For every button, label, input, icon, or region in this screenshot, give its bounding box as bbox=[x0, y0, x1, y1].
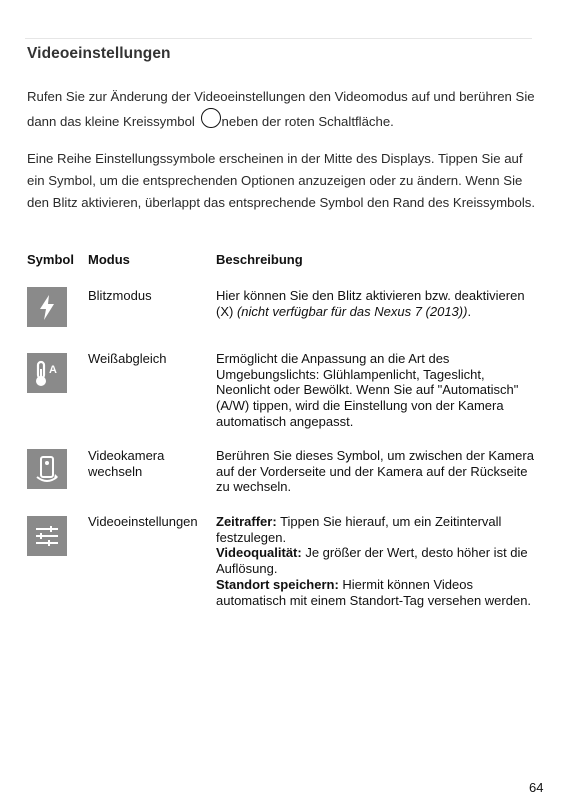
mode-label: Weißabgleich bbox=[88, 351, 167, 366]
mode-label: Videoeinstellungen bbox=[88, 514, 198, 529]
mode-label: Blitzmodus bbox=[88, 288, 152, 303]
setting-item-timelapse: Zeitraffer: Tippen Sie hierauf, um ein Zeitintervall festzulegen. bbox=[216, 514, 502, 545]
white-balance-icon bbox=[27, 353, 67, 393]
settings-paragraph: Eine Reihe Einstellungssymbole erscheinen in der Mitte des Displays. Tippen Sie auf ein Symbol, um die entsprechenden Optionen anzuzeigen oder zu ändern. Wenn Sie den Blitz aktivieren, überlappt das entsprechende Symbol den Rand des Kreissymbols. bbox=[27, 151, 536, 210]
header-description: Beschreibung bbox=[216, 252, 303, 267]
switch-camera-icon bbox=[27, 449, 67, 489]
settings-sliders-icon bbox=[27, 516, 67, 556]
section-title: Videoeinstellungen bbox=[27, 45, 171, 62]
top-divider bbox=[25, 38, 532, 39]
header-mode: Modus bbox=[88, 252, 130, 267]
intro-text-after: neben der roten Schaltfläche. bbox=[221, 114, 394, 129]
mode-description bbox=[216, 514, 534, 608]
intro-text-before: Rufen Sie zur Änderung der Videoeinstellungen den Videomodus auf und berühren Sie dann das kleine Kreissymbol bbox=[27, 89, 535, 129]
mode-description: Ermöglicht die Anpassung an die Art des Umgebungslichts: Glühlampenlicht, Tageslicht, Neonlicht oder Bewölkt. Wenn Sie auf "Automatisch" (A/W) tippen, wird die Einstellung von der Kamera automatisch angepasst. bbox=[216, 351, 519, 429]
mode-description: Berühren Sie dieses Symbol, um zwischen der Kamera auf der Vorderseite und der Kamera auf der Rückseite zu wechseln. bbox=[216, 448, 534, 495]
flash-icon bbox=[27, 287, 67, 327]
mode-description: Hier können Sie den Blitz aktivieren bzw. deaktivieren (X) (nicht verfügbar für das Nexus 7 (2013)). bbox=[216, 288, 525, 319]
intro-paragraph bbox=[27, 86, 537, 133]
setting-item-video-quality: Videoqualität: Je größer der Wert, desto höher ist die Auflösung. bbox=[216, 545, 528, 577]
header-symbol: Symbol bbox=[27, 252, 74, 267]
svg-text:A: A bbox=[49, 364, 57, 376]
circle-symbol-icon bbox=[201, 108, 221, 128]
setting-item-save-location: Standort speichern: Hiermit können Videos automatisch mit einem Standort-Tag versehen werden. bbox=[216, 576, 532, 608]
mode-label: Videokamera wechseln bbox=[88, 448, 165, 479]
page-number: 64 bbox=[529, 780, 544, 795]
